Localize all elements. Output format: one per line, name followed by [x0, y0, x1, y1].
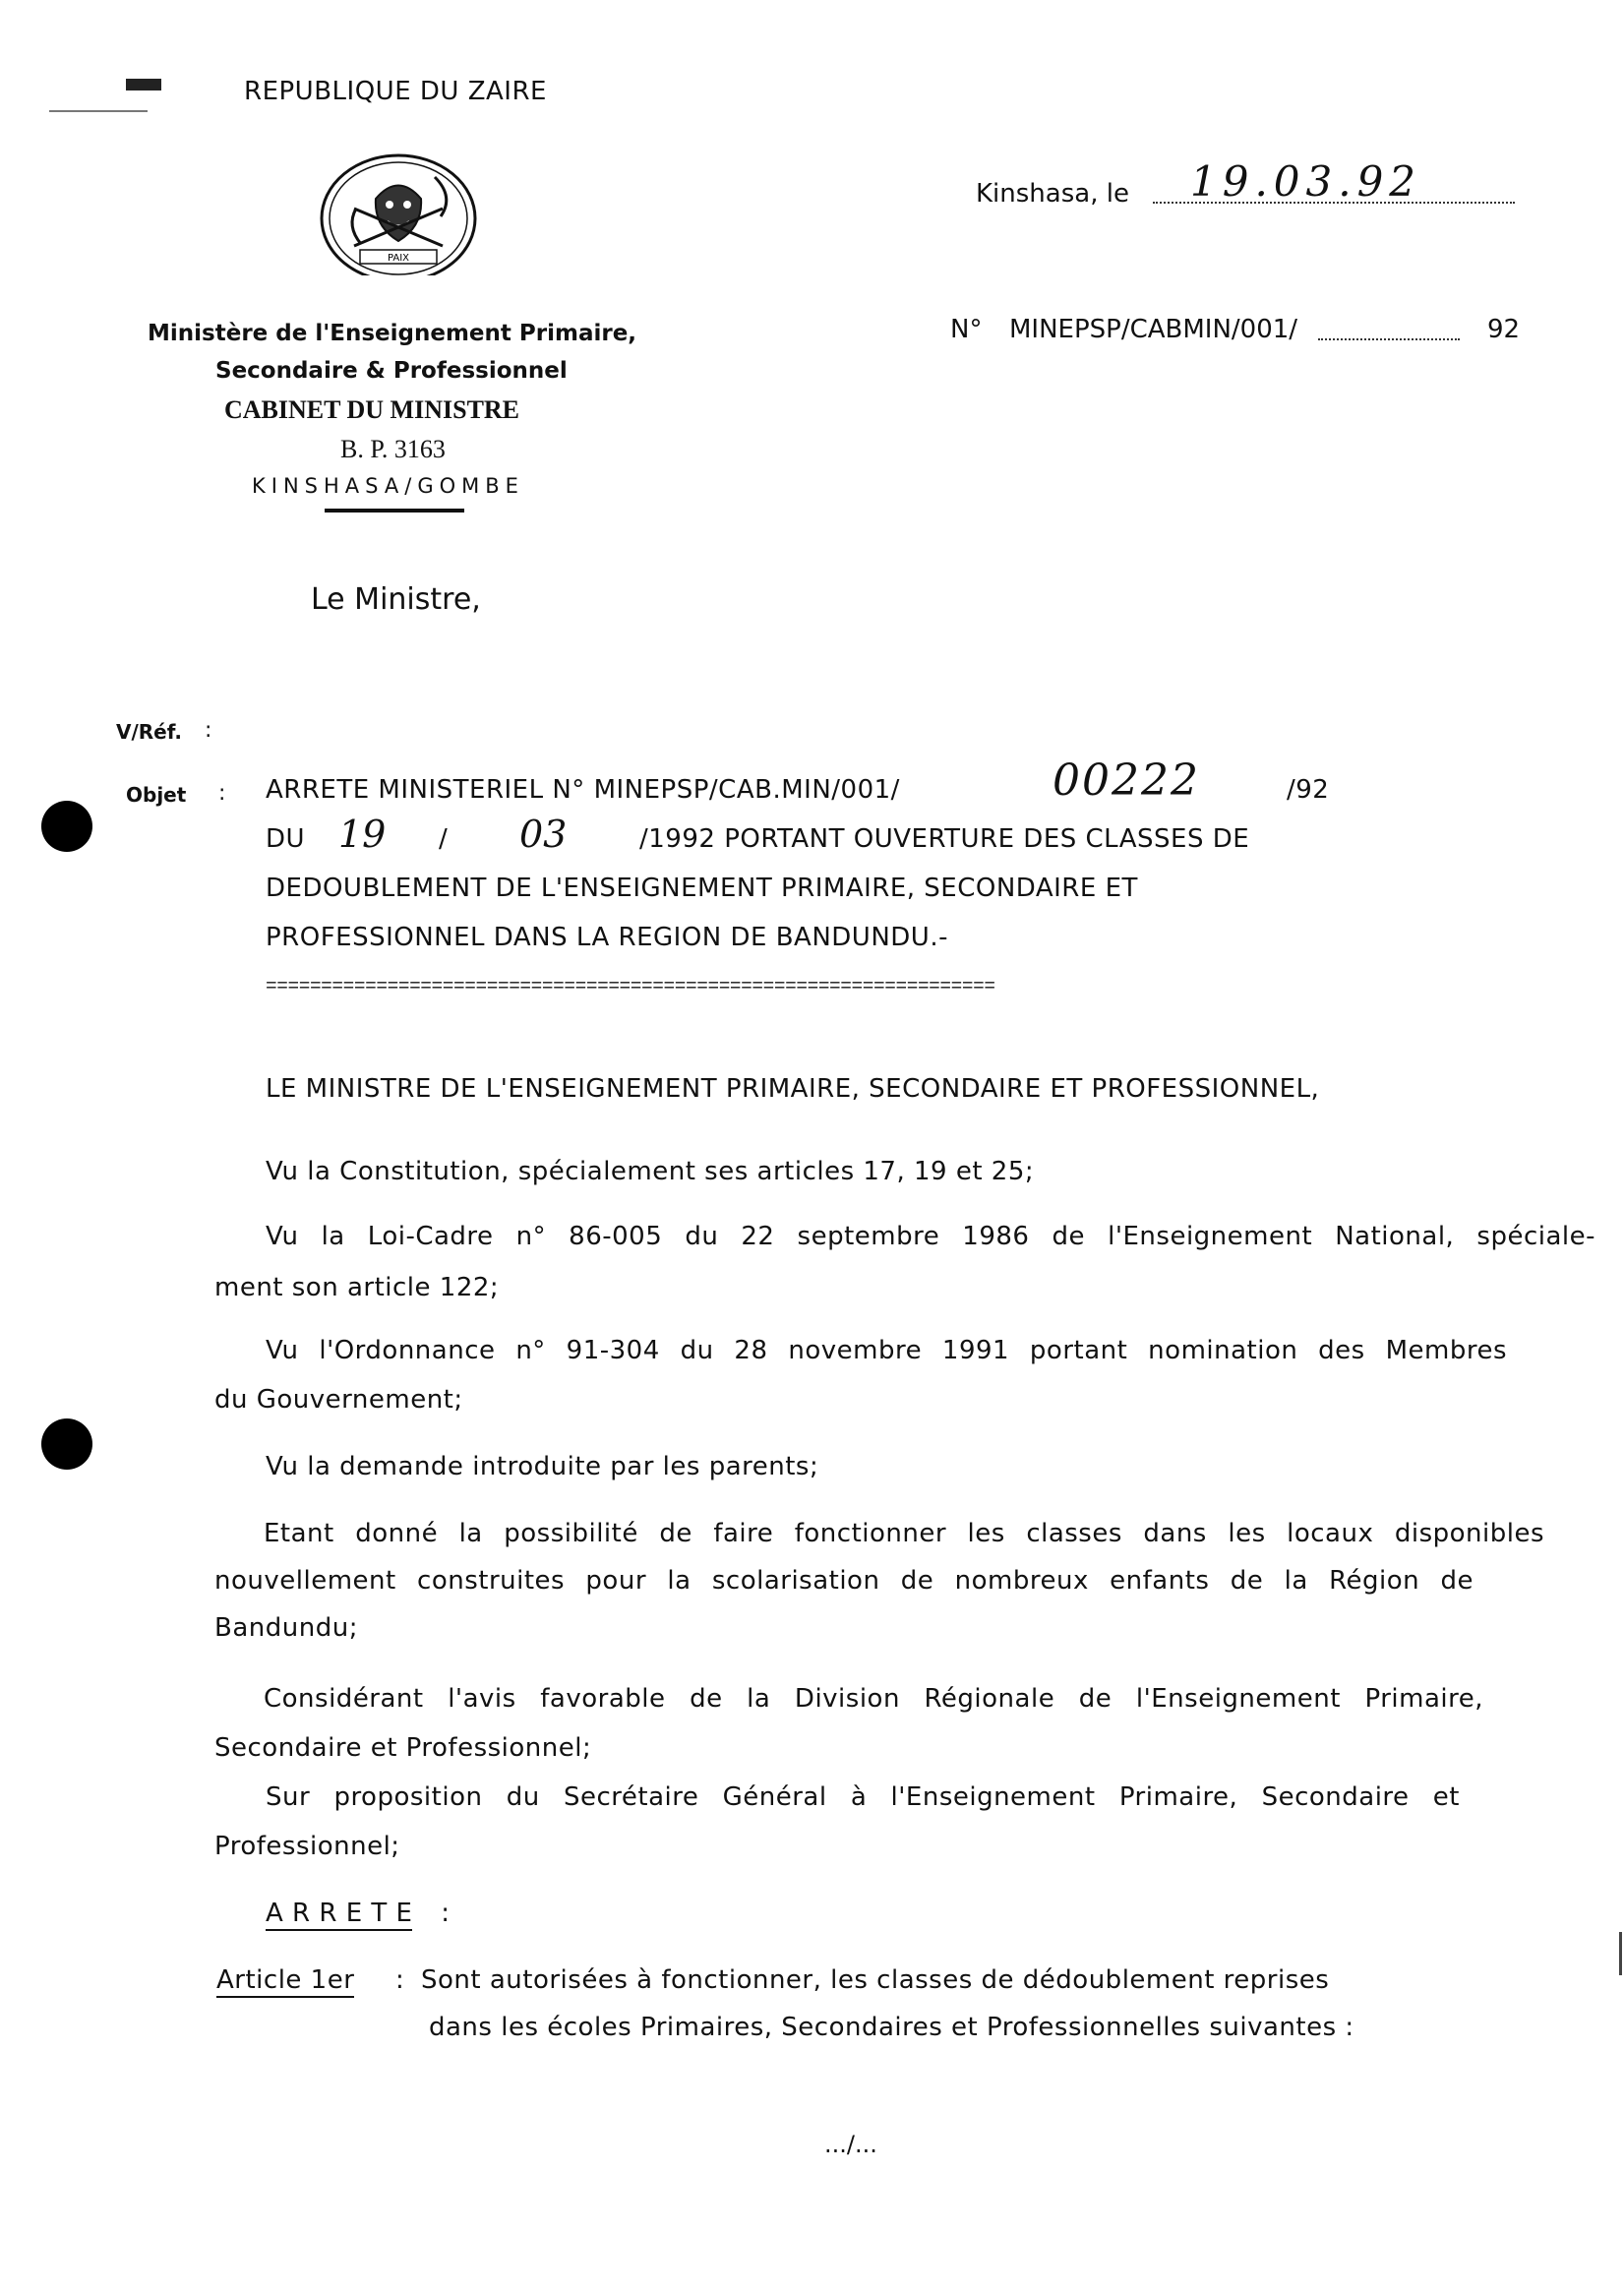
sur-proposition-line-1: Sur proposition du Secrétaire Général à l'Enseignement Primaire, Secondaire et — [266, 1782, 1460, 1812]
vu-ordonnance-line-2: du Gouvernement; — [214, 1385, 463, 1415]
scan-mark — [49, 110, 148, 112]
etant-donne-line-1: Etant donné la possibilité de faire fonctionner les classes dans les locaux disponibles — [264, 1519, 1544, 1548]
salutation: Le Ministre, — [311, 582, 481, 617]
considerant-line-2: Secondaire et Professionnel; — [214, 1733, 592, 1763]
handwritten-arrete-number: 00222 — [1053, 755, 1200, 806]
arrete-heading — [266, 1899, 451, 1928]
reference-number: MINEPSP/CABMIN/001/ — [1009, 315, 1298, 344]
reference-prefix: N° — [950, 315, 983, 344]
city-underline — [325, 509, 464, 513]
po-box: B. P. 3163 — [340, 435, 446, 463]
punch-hole — [41, 1418, 92, 1470]
objet-slash: / — [439, 824, 449, 854]
objet-line-3: DEDOUBLEMENT DE L'ENSEIGNEMENT PRIMAIRE, SECONDAIRE ET — [266, 874, 1138, 903]
objet-line-1 — [266, 775, 900, 805]
arrete-heading-text: A R R E T E — [266, 1899, 412, 1931]
article-1-line-2: dans les écoles Primaires, Secondaires et Professionnelles suivantes : — [429, 2013, 1354, 2042]
ministry-line-1: Ministère de l'Enseignement Primaire, — [148, 321, 637, 346]
handwritten-month: 03 — [519, 813, 568, 856]
vu-constitution: Vu la Constitution, spécialement ses articles 17, 19 et 25; — [266, 1157, 1035, 1186]
objet-colon: : — [218, 781, 226, 806]
scan-mark — [126, 79, 161, 90]
arrete-heading-colon: : — [441, 1899, 451, 1928]
republic-heading: REPUBLIQUE DU ZAIRE — [244, 77, 547, 106]
objet-du: DU — [266, 824, 306, 854]
reference-year: 92 — [1487, 315, 1521, 344]
continuation-mark: .../... — [824, 2131, 877, 2158]
etant-donne-line-3: Bandundu; — [214, 1613, 358, 1643]
reference-dotted-line — [1318, 338, 1460, 340]
scan-mark — [1619, 1932, 1622, 1975]
objet-label: Objet — [126, 783, 187, 807]
vref-colon: : — [205, 718, 212, 743]
vu-ordonnance-line-1: Vu l'Ordonnance n° 91-304 du 28 novembre 1991 portant nomination des Membres — [266, 1336, 1507, 1365]
etant-donne-line-2: nouvellement construites pour la scolarisation de nombreux enfants de la Région de — [214, 1566, 1474, 1596]
vref-label: V/Réf. — [116, 720, 182, 744]
vu-loi-cadre-line-2: ment son article 122; — [214, 1273, 500, 1302]
article-1-label — [216, 1965, 354, 1995]
coat-of-arms-seal — [317, 148, 480, 275]
place-date-label: Kinshasa, le — [976, 179, 1129, 209]
article-1-line-1: Sont autorisées à fonctionner, les classes de dédoublement reprises — [421, 1965, 1330, 1995]
considerant-line-1: Considérant l'avis favorable de la Division Régionale de l'Enseignement Primaire, — [264, 1684, 1483, 1714]
sur-proposition-line-2: Professionnel; — [214, 1832, 400, 1861]
objet-separator-rule: ================================================================== — [266, 976, 995, 997]
ministry-line-2: Secondaire & Professionnel — [215, 358, 568, 384]
objet-line-2-rest: /1992 PORTANT OUVERTURE DES CLASSES DE — [639, 824, 1250, 854]
handwritten-day: 19 — [338, 813, 387, 856]
seal-motto: PAIX — [387, 253, 410, 264]
article-1-label-text: Article 1er — [216, 1965, 354, 1998]
vu-demande: Vu la demande introduite par les parents; — [266, 1452, 819, 1481]
handwritten-date: 19.03.92 — [1190, 157, 1422, 206]
objet-line-4: PROFESSIONNEL DANS LA REGION DE BANDUNDU.- — [266, 923, 948, 952]
city: KINSHASA/GOMBE — [252, 474, 524, 498]
decree-title: LE MINISTRE DE L'ENSEIGNEMENT PRIMAIRE, SECONDAIRE ET PROFESSIONNEL, — [266, 1074, 1320, 1104]
objet-line-1-prefix: ARRETE MINISTERIEL N° MINEPSP/CAB.MIN/001/ — [266, 775, 900, 805]
article-1-colon: : — [395, 1965, 405, 1995]
vu-loi-cadre-line-1: Vu la Loi-Cadre n° 86-005 du 22 septembre 1986 de l'Enseignement National, spéciale- — [266, 1222, 1595, 1251]
cabinet-heading: CABINET DU MINISTRE — [224, 395, 520, 424]
objet-line-1-suffix: /92 — [1287, 775, 1330, 805]
punch-hole — [41, 801, 92, 852]
